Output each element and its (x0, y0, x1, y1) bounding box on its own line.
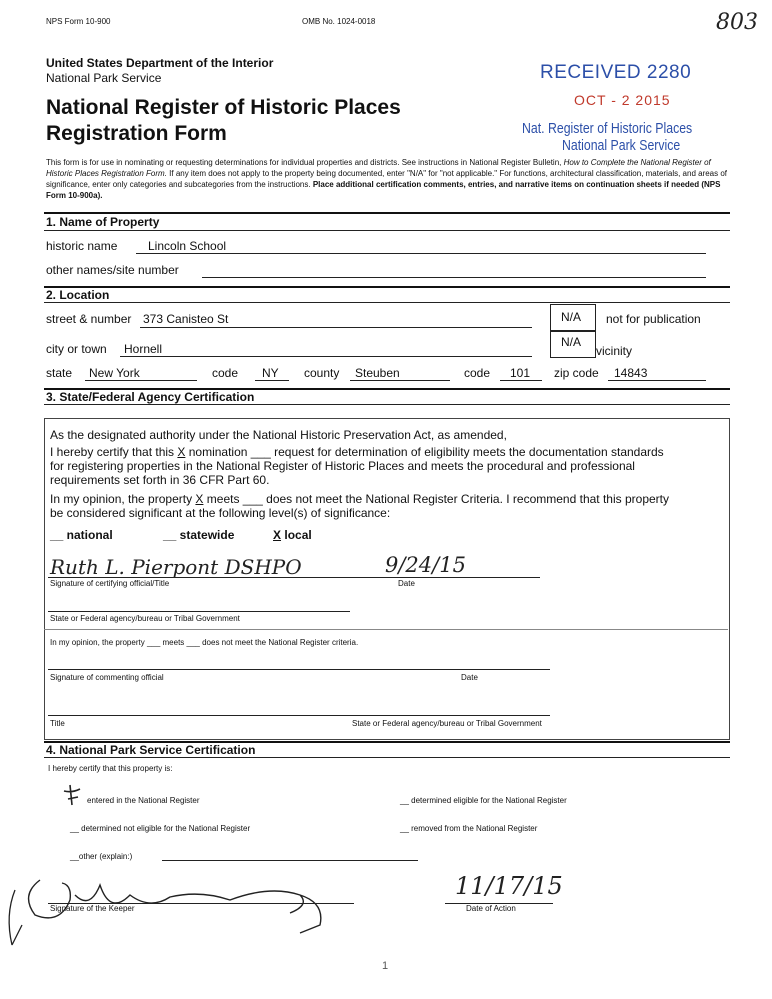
commenting-official-label: Signature of commenting official (50, 673, 164, 682)
county-value: Steuben (355, 366, 400, 380)
opinion-statement (50, 492, 720, 520)
level-national[interactable]: __ national (50, 528, 113, 542)
street-value: 373 Canisteo St (143, 312, 229, 326)
form-title: National Register of Historic Places (46, 96, 401, 119)
instructions-text-2: If any item does not apply to the property being documented, enter "N/A" for "not applicable." For functions, architectural classification, materials, and areas of significance, enter only categories and subcategories from the instructions. (46, 169, 728, 189)
vicinity-value: N/A (561, 335, 582, 349)
street-label: street & number (46, 312, 132, 326)
action-date: 11/17/15 (455, 872, 563, 900)
other-names-label: other names/site number (46, 263, 179, 277)
handwritten-reference: 803 (716, 10, 758, 35)
option-not-eligible[interactable]: __ determined not eligible for the National Register (70, 824, 251, 833)
opinion-text-2: meets ___ does not meet the National Register Criteria. I recommend that this property (203, 492, 669, 506)
section2-heading: 2. Location (46, 288, 110, 302)
option-other[interactable]: __other (explain:) (70, 852, 133, 861)
omb-number: OMB No. 1024-0018 (302, 17, 376, 26)
title-label: Title (50, 719, 65, 728)
option-determined-eligible[interactable]: __ determined eligible for the National Register (400, 796, 567, 805)
state-code-label: code (212, 366, 239, 380)
received-stamp: RECEIVED 2280 (540, 62, 692, 83)
state-label: state (46, 366, 73, 380)
option-entered[interactable]: entered in the National Register (87, 796, 200, 805)
certifying-signature: Ruth L. Pierpont DSHPO (50, 555, 302, 579)
instructions (46, 157, 728, 201)
keeper-certify-intro: I hereby certify that this property is: (48, 764, 173, 773)
vicinity-label: vicinity (596, 344, 633, 358)
option-removed-label: removed from the National Register (411, 824, 538, 833)
city-label: city or town (46, 342, 107, 356)
page-number: 1 (382, 960, 389, 972)
not-for-publication-value: N/A (561, 310, 582, 324)
signature-title-label: Signature of certifying official/Title (50, 579, 170, 588)
certification-statement (50, 445, 720, 487)
certification-authority: As the designated authority under the National Historic Preservation Act, as amended, (50, 428, 507, 442)
instructions-text: This form is for use in nominating or requesting determinations for individual properties and districts. See instructions in National Register Bulletin, (46, 158, 564, 167)
form-subtitle: Registration Form (46, 122, 227, 145)
zip-value: 14843 (614, 366, 648, 380)
stamp-service-line: National Park Service (562, 137, 681, 154)
stamp-register-line: Nat. Register of Historic Places (522, 120, 693, 137)
not-for-publication-label: not for publication (606, 312, 701, 326)
commenting-date-label: Date (461, 673, 478, 682)
option-not-eligible-label: determined not eligible for the National Register (81, 824, 251, 833)
zip-label: zip code (554, 366, 599, 380)
level-local[interactable] (273, 528, 312, 542)
level-statewide[interactable]: __ statewide (163, 528, 235, 542)
instructions-bulletin: How to Complete the National Register of Historic Places Registration Form. (46, 158, 711, 178)
certify-text-2: nomination ___ request for determination of eligibility meets the documentation standards (185, 445, 664, 459)
city-value: Hornell (124, 342, 163, 356)
nomination-mark: X (177, 445, 186, 459)
certifying-date: 9/24/15 (385, 553, 466, 577)
historic-name-value: Lincoln School (148, 239, 227, 253)
form-number: NPS Form 10-900 (46, 17, 111, 26)
entered-checkmark-icon (60, 783, 84, 807)
commenting-opinion: In my opinion, the property ___ meets ___ does not meet the National Register criteria. (50, 638, 359, 647)
department-name: United States Department of the Interior (46, 56, 274, 70)
option-other-label: other (explain:) (78, 852, 133, 861)
service-name: National Park Service (46, 71, 162, 85)
agency-label-2: State or Federal agency/bureau or Tribal Government (352, 719, 542, 728)
county-code-label: code (464, 366, 491, 380)
local-mark: X (273, 528, 282, 542)
certify-text-4: requirements set forth in 36 CFR Part 60. (50, 473, 270, 487)
meets-mark: X (195, 492, 204, 506)
section4-heading: 4. National Park Service Certification (46, 743, 256, 757)
county-code-value: 101 (510, 366, 531, 380)
agency-label: State or Federal agency/bureau or Tribal Government (50, 614, 240, 623)
opinion-text: In my opinion, the property (50, 492, 196, 506)
certify-text-3: for registering properties in the National Register of Historic Places and meets the procedural and professional (50, 459, 635, 473)
instructions-bold: Place additional certification comments, entries, and narrative items on continuation sheets if needed (NPS Form 10-900a). (46, 180, 721, 200)
keeper-signature-label: Signature of the Keeper (50, 904, 135, 913)
historic-name-label: historic name (46, 239, 118, 253)
local-label: local (284, 528, 312, 542)
state-code-value: NY (262, 366, 279, 380)
certify-text: I hereby certify that this (50, 445, 178, 459)
state-value: New York (89, 366, 140, 380)
option-determined-eligible-label: determined eligible for the National Register (411, 796, 567, 805)
opinion-text-3: be considered significant at the following level(s) of significance: (50, 506, 391, 520)
option-removed[interactable]: __ removed from the National Register (400, 824, 538, 833)
county-label: county (304, 366, 340, 380)
sig-date-label: Date (398, 579, 415, 588)
stamp-date: OCT - 2 2015 (574, 92, 671, 108)
section1-heading: 1. Name of Property (46, 215, 160, 229)
action-date-label: Date of Action (466, 904, 516, 913)
section3-heading: 3. State/Federal Agency Certification (46, 390, 255, 404)
